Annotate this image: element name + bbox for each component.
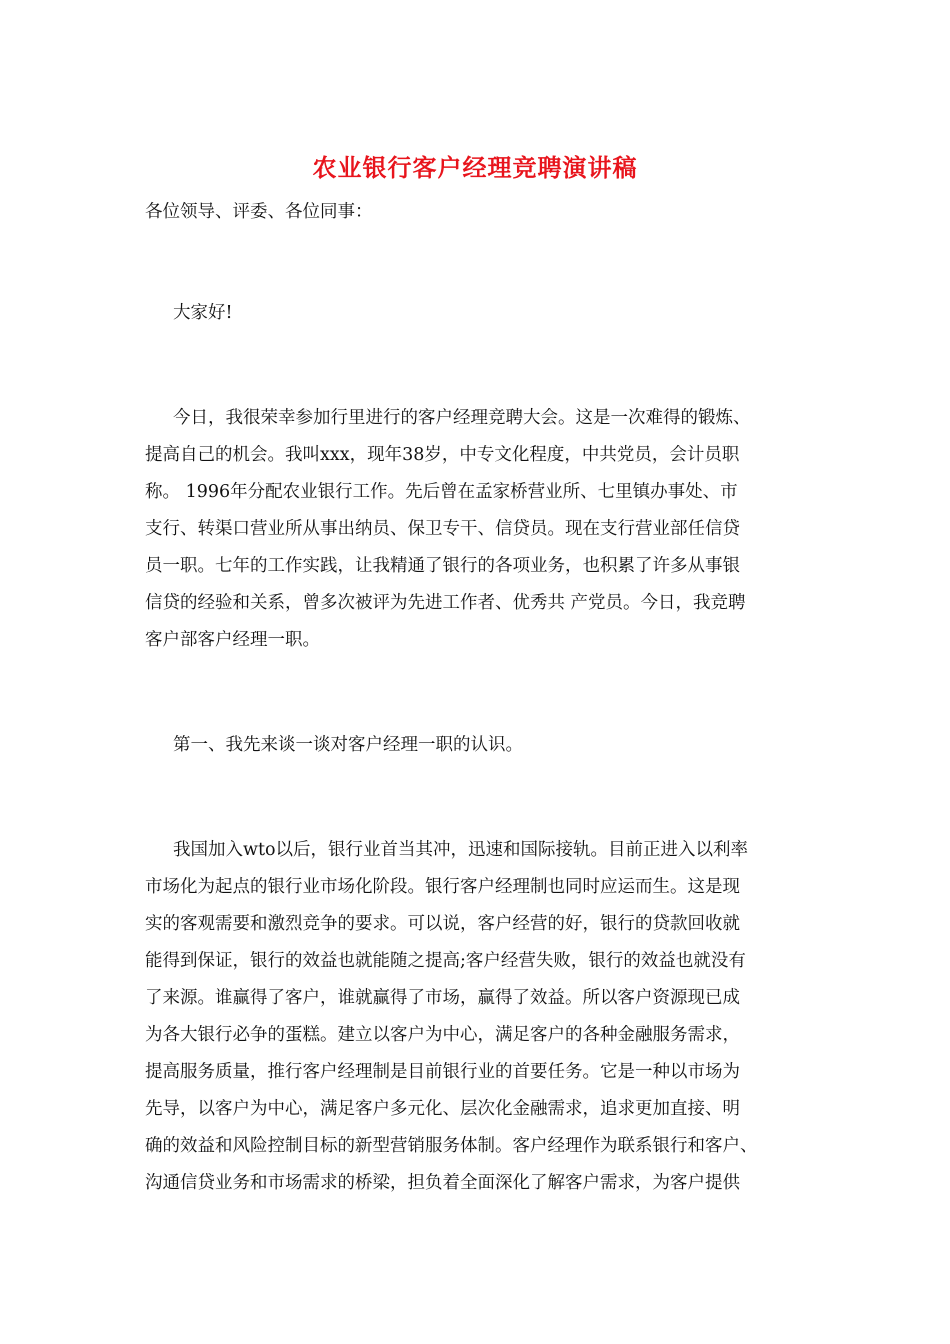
greeting: 大家好!: [173, 303, 233, 323]
paragraph2-line: 我国加入wto以后，银行业首当其冲，迅速和国际接轨。目前正进入以利率: [173, 840, 749, 860]
paragraph2-line: 了来源。谁赢得了客户，谁就赢得了市场，赢得了效益。所以客户资源现已成: [145, 988, 740, 1008]
paragraph1-line: 今日，我很荣幸参加行里进行的客户经理竞聘大会。这是一次难得的锻炼、: [173, 408, 751, 428]
paragraph2-line: 实的客观需要和激烈竞争的要求。可以说，客户经营的好，银行的贷款回收就: [145, 914, 740, 934]
paragraph2-line: 先导，以客户为中心，满足客户多元化、层次化金融需求，追求更加直接、明: [145, 1099, 740, 1119]
paragraph2-line: 沟通信贷业务和市场需求的桥梁，担负着全面深化了解客户需求，为客户提供: [145, 1173, 740, 1193]
paragraph1-line: 支行、转渠口营业所从事出纳员、保卫专干、信贷员。现在支行营业部任信贷: [145, 519, 740, 539]
paragraph1-line: 称。 1996年分配农业银行工作。先后曾在孟家桥营业所、七里镇办事处、市: [145, 482, 738, 502]
paragraph2-line: 提高服务质量，推行客户经理制是目前银行业的首要任务。它是一种以市场为: [145, 1062, 740, 1082]
paragraph1-line: 提高自己的机会。我叫xxx，现年38岁，中专文化程度，中共党员，会计员职: [145, 445, 740, 465]
paragraph2-line: 市场化为起点的银行业市场化阶段。银行客户经理制也同时应运而生。这是现: [145, 877, 740, 897]
section1-heading: 第一、我先来谈一谈对客户经理一职的认识。: [173, 735, 523, 755]
document-title: 农业银行客户经理竞聘演讲稿: [312, 153, 638, 182]
salutation: 各位领导、评委、各位同事：: [145, 202, 373, 222]
paragraph2-line: 为各大银行必争的蛋糕。建立以客户为中心，满足客户的各种金融服务需求，: [145, 1025, 740, 1045]
paragraph1-line: 员一职。七年的工作实践，让我精通了银行的各项业务，也积累了许多从事银: [145, 556, 740, 576]
paragraph1-line: 客户部客户经理一职。: [145, 630, 320, 650]
paragraph2-line: 确的效益和风险控制目标的新型营销服务体制。客户经理作为联系银行和客户、: [145, 1136, 758, 1156]
paragraph1-line: 信贷的经验和关系，曾多次被评为先进工作者、优秀共 产党员。今日，我竞聘: [145, 593, 746, 613]
paragraph2-line: 能得到保证，银行的效益也就能随之提高;客户经营失败，银行的效益也就没有: [145, 951, 746, 971]
